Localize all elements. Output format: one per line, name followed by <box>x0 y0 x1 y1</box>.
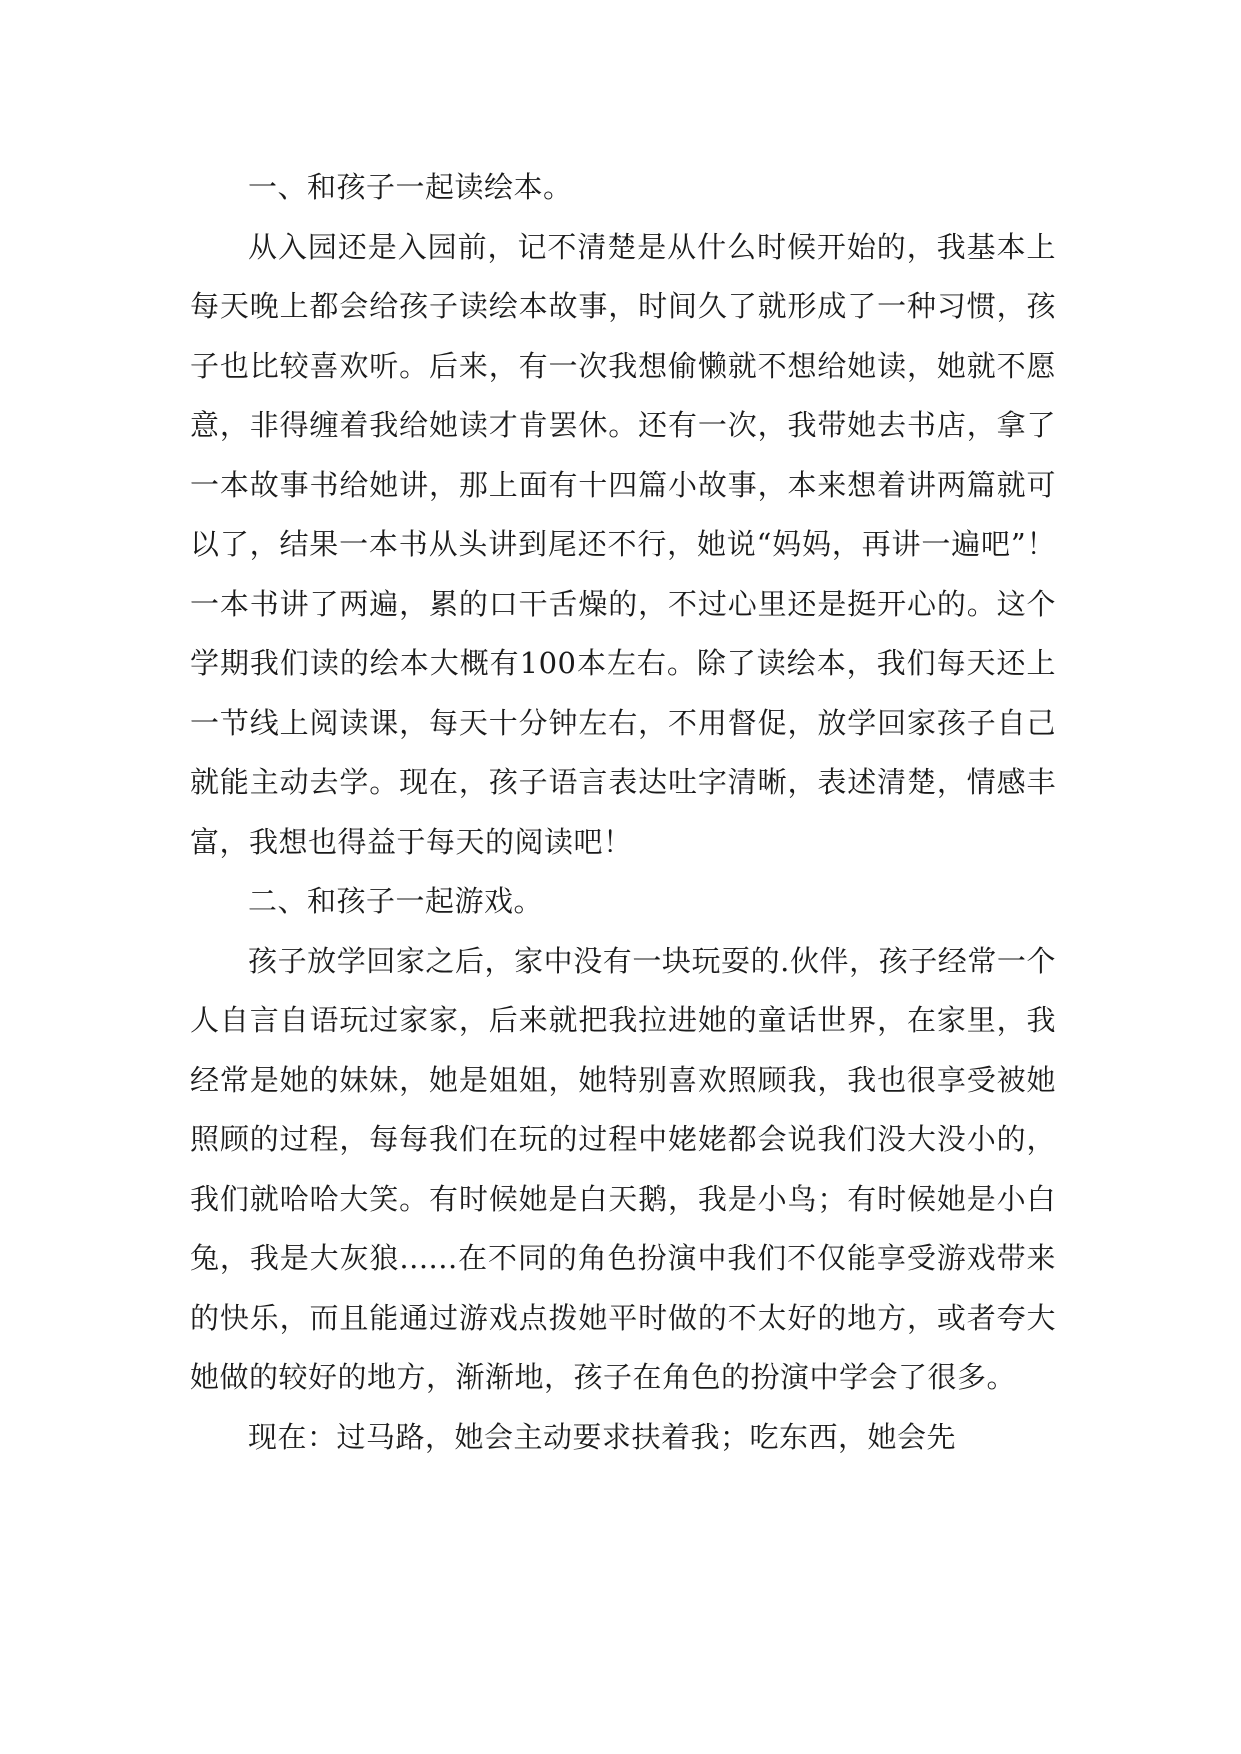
paragraph-reading: 从入园还是入园前，记不清楚是从什么时候开始的，我基本上每天晚上都会给孩子读绘本故事，时间久了就形成了一种习惯，孩子也比较喜欢听。后来，有一次我想偷懒就不想给她读，她就不愿意，非得缠着我给她读才肯罢休。还有一次，我带她去书店，拿了一本故事书给她讲，那上面有十四篇小故事，本来想着讲两篇就可以了，结果一本书从头讲到尾还不行，她说“妈妈，再讲一遍吧”！一本书讲了两遍，累的口干舌燥的，不过心里还是挺开心的。这个学期我们读的绘本大概有100本左右。除了读绘本，我们每天还上一节线上阅读课，每天十分钟左右，不用督促，放学回家孩子自己就能主动去学。现在，孩子语言表达吐字清晰，表述清楚，情感丰富，我想也得益于每天的阅读吧！ <box>190 229 1056 859</box>
section-heading-games: 二、和孩子一起游戏。 <box>248 884 544 918</box>
paragraph-games: 孩子放学回家之后，家中没有一块玩耍的.伙伴，孩子经常一个人自言自语玩过家家，后来就把我拉进她的童话世界，在家里，我经常是她的妹妹，她是姐姐，她特别喜欢照顾我，我也很享受被她照顾的过程，每每我们在玩的过程中姥姥都会说我们没大没小的，我们就哈哈大笑。有时候她是白天鹅，我是小鸟；有时候她是小白兔，我是大灰狼......在不同的角色扮演中我们不仅能享受游戏带来的快乐，而且能通过游戏点拨她平时做的不太好的地方，或者夸大她做的较好的地方，渐渐地，孩子在角色的扮演中学会了很多。 <box>190 943 1056 1394</box>
paragraph-now: 现在：过马路，她会主动要求扶着我；吃东西，她会先 <box>248 1419 957 1454</box>
document-body <box>190 158 1056 1467</box>
section-heading-reading: 一、和孩子一起读绘本。 <box>248 170 573 204</box>
